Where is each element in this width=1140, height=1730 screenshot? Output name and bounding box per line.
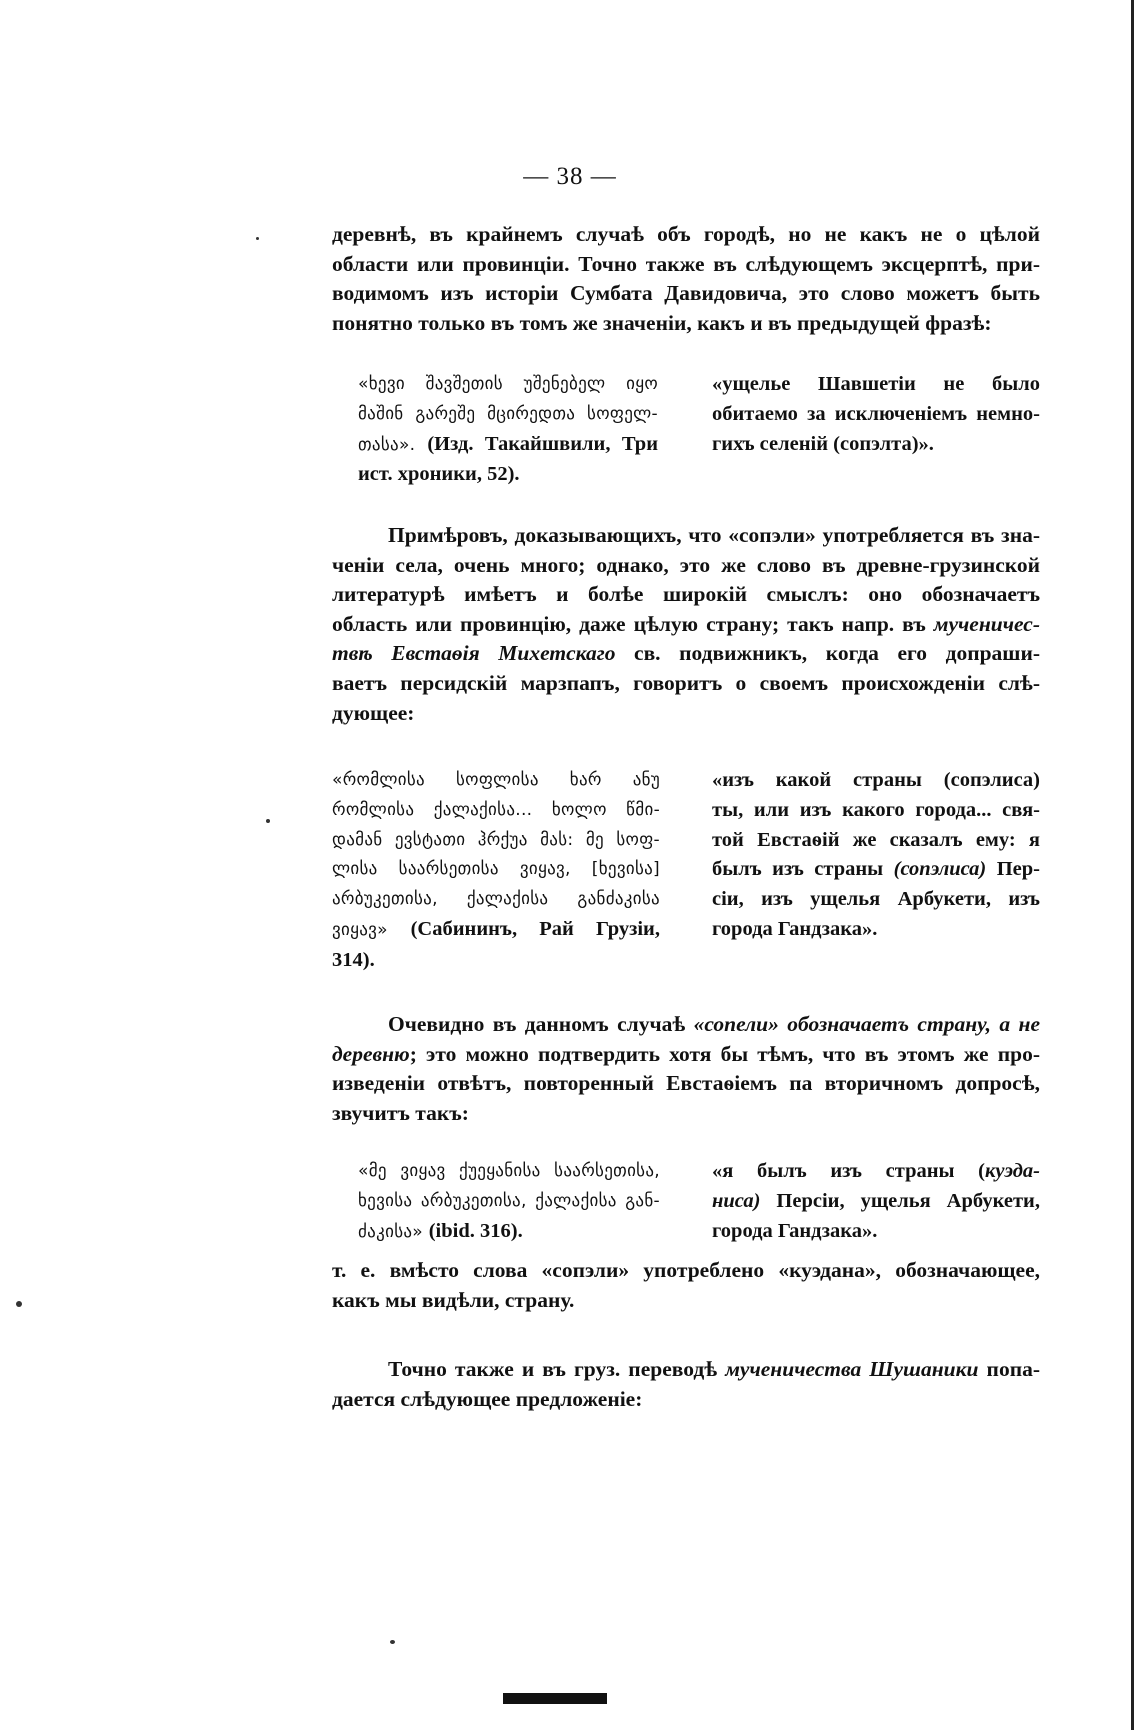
georgian-line: რომლისა ქალაქისა... ხოლო წმი- <box>332 799 660 820</box>
translation-line: ты, или изъ какого города... свя- <box>712 798 1040 821</box>
georgian-line: «რომლისა სოფლისა ხარ ანუ <box>332 770 660 790</box>
citation-text: 314). <box>332 948 375 971</box>
text-line: т. е. вмѣсто слова «сопэли» употреблено «куэдана», обозначающее, <box>332 1258 1040 1282</box>
italic-term: «сопели» обозначаетъ страну, а не <box>693 1012 1040 1036</box>
quote-3-georgian <box>358 1157 660 1247</box>
paragraph-1 <box>332 220 1040 338</box>
georgian-line: ლისა საარსეთისა ვიყავ, [ხევისა] <box>332 859 660 880</box>
georgian-text: ვიყავ» <box>332 919 411 940</box>
text-line: ченіи села, очень много; однако, это же слово въ древне-грузинской <box>332 552 1040 577</box>
georgian-line: ხევისა არბუკეთისა, ქალაქისა გან- <box>358 1190 660 1211</box>
citation-text: (ibid. 316). <box>428 1219 523 1242</box>
text-segment: попа- <box>978 1357 1040 1381</box>
italic-term: ниса) <box>712 1189 761 1212</box>
text-segment: ; это можно подтвердить хотя бы тѣмъ, что въ этомъ же про- <box>409 1041 1040 1066</box>
quote-1-russian <box>712 370 1040 459</box>
citation-text: (Сабининъ, Рай Грузіи, <box>410 917 660 940</box>
italic-term: деревню <box>332 1041 410 1066</box>
paragraph-2 <box>332 521 1040 728</box>
translation-line: города Гандзака». <box>712 1219 878 1242</box>
translation-line: той Евстаѳій же сказалъ ему: я <box>712 828 1040 851</box>
paragraph-5 <box>332 1355 1040 1414</box>
text-line: области или провинціи. Точно также въ слѣдующемъ эксцерптѣ, при- <box>332 251 1040 276</box>
printer-mark-bar <box>503 1693 607 1704</box>
quote-2-russian <box>712 766 1040 945</box>
text-segment: Пер- <box>986 858 1040 881</box>
text-segment: «я былъ изъ страны ( <box>712 1160 986 1182</box>
text-segment: Очевидно въ данномъ случаѣ <box>388 1012 694 1036</box>
italic-term: (сопэлиса) <box>893 858 987 881</box>
text-line: литературѣ имѣетъ и болѣе широкій смыслъ: оно обозначаетъ <box>332 582 1040 607</box>
italic-term: куэда- <box>985 1160 1040 1182</box>
georgian-text: ძაკისა» <box>358 1221 429 1242</box>
text-segment: область или провинцію, даже цѣлую страну; такъ напр. въ <box>332 611 926 636</box>
text-segment: Точно также и въ груз. переводѣ <box>388 1357 726 1381</box>
text-segment: Персіи, ущелья Арбукети, <box>760 1189 1040 1212</box>
paragraph-4 <box>332 1256 1040 1315</box>
georgian-line: დამან ევსტათი ჰრქუა მას: მე სოფ- <box>332 829 660 850</box>
print-speck <box>16 1301 22 1307</box>
translation-line: гихъ селеній (сопэлта)». <box>712 432 934 455</box>
translation-line: обитаемо за исключеніемъ немно- <box>712 402 1040 425</box>
text-line: какъ мы видѣли, страну. <box>332 1287 575 1312</box>
text-line: водимомъ изъ исторіи Сумбата Давидовича, это слово можетъ быть <box>332 281 1040 306</box>
text-line: дующее: <box>332 700 415 725</box>
text-segment: былъ изъ страны <box>712 858 894 881</box>
translation-line: «изъ какой страны (сопэлиса) <box>712 769 1040 791</box>
text-line: Примѣровъ, доказывающихъ, что «сопэли» употребляется въ зна- <box>388 523 1040 547</box>
italic-term: мученичес- <box>933 611 1040 636</box>
quote-1-georgian <box>358 370 658 490</box>
print-speck <box>256 237 259 240</box>
text-line: понятно только въ томъ же значеніи, какъ и въ предыдущей фразѣ: <box>332 310 992 335</box>
text-line: дается слѣдующее предложеніе: <box>332 1386 643 1411</box>
translation-line: города Гандзака». <box>712 917 878 940</box>
text-line: ваетъ персидскій марзпапъ, говоритъ о своемъ происхожденіи слѣ- <box>332 670 1040 695</box>
text-line: звучитъ такъ: <box>332 1100 469 1125</box>
georgian-line: მაშინ გარეშე მცირედთა სოფელ- <box>358 403 658 424</box>
print-speck <box>266 819 270 823</box>
georgian-line: «მე ვიყავ ქუეყანისა საარსეთისა, <box>358 1161 660 1181</box>
text-line: изведеніи отвѣтъ, повторенный Евстаѳіемъ па вторичномъ допросѣ, <box>332 1071 1040 1096</box>
citation-text: (Изд. Такайшвили, Три <box>427 432 659 455</box>
georgian-text: თასა». <box>358 434 428 455</box>
quote-3-russian <box>712 1157 1040 1246</box>
citation-text: ист. хроники, 52). <box>358 463 520 486</box>
italic-term: твѣ Евстаѳія Михетскаго <box>332 641 616 666</box>
translation-line: «ущелье Шавшетіи не было <box>712 373 1040 395</box>
quote-2-georgian <box>332 766 660 976</box>
translation-line: сіи, изъ ущелья Арбукети, изъ <box>712 888 1040 911</box>
page-edge-line <box>1131 0 1134 1730</box>
text-segment: св. подвижникъ, когда его допраши- <box>615 641 1041 666</box>
text-line: деревнѣ, въ крайнемъ случаѣ объ городѣ, но не какъ не о цѣлой <box>332 222 1040 246</box>
georgian-line: არბუკეთისა, ქალაქისა განძაკისა <box>332 889 660 910</box>
paragraph-3 <box>332 1010 1040 1128</box>
page-number: — 38 — <box>523 163 617 190</box>
print-speck <box>390 1640 395 1644</box>
georgian-line: «ხევი შავშეთის უშენებელ იყო <box>358 374 658 394</box>
italic-term: мученичества Шушаники <box>725 1357 979 1381</box>
